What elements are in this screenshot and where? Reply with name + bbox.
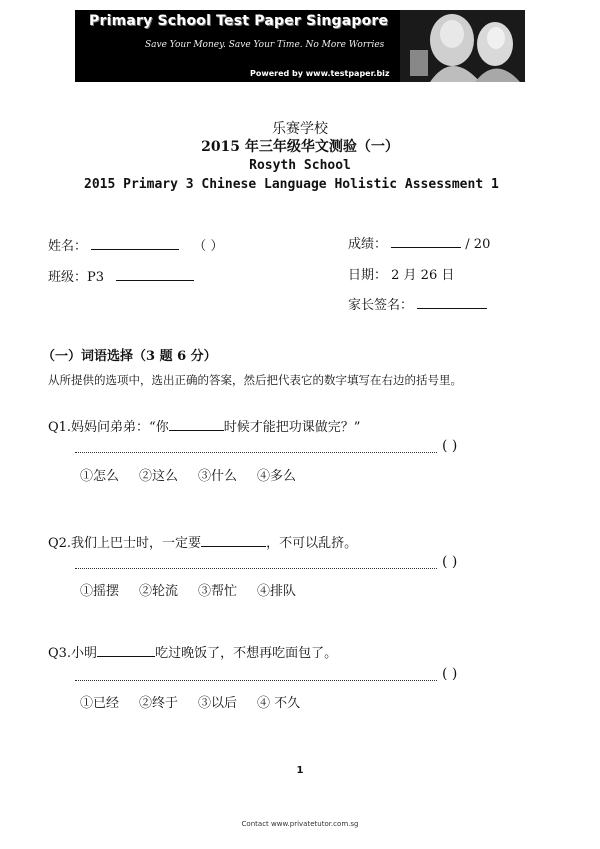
banner-powered-by: Powered by www.testpaper.biz [250,69,390,78]
question-2 [48,532,357,551]
exam-title-english: 2015 Primary 3 Chinese Language Holistic Assessment 1 [84,177,499,192]
parent-signature-field [348,294,487,313]
footer-contact: Contact www.privatetutor.com.sg [241,820,359,828]
question-2-blank[interactable] [201,534,266,547]
banner-tagline: Save Your Money. Save Your Time. No More Worries [145,40,385,50]
score-field [348,233,490,252]
parent-signature-blank[interactable] [417,296,487,309]
question-2-option-1: ①摇摆 [80,584,120,599]
question-3-suffix: 吃过晚饭了，不想再吃面包了。 [155,646,338,661]
question-2-options [80,580,316,599]
exam-title-chinese: 2015 年三年级华文测验（一） [201,139,399,155]
score-total: / 20 [465,237,491,252]
question-3-answer-paren[interactable]: ( ) [442,666,458,682]
question-3 [48,642,337,661]
class-label: 班级：P3 [48,270,105,285]
question-1-options [80,465,316,484]
question-1-option-4: ④多么 [257,469,297,484]
section-instruction: 从所提供的选项中，选出正确的答案，然后把代表它的数字填写在右边的括号里。 [48,373,462,387]
question-1-answer-paren[interactable]: ( ) [442,438,458,454]
question-2-option-3: ③帮忙 [198,584,238,599]
question-2-option-2: ②轮流 [139,584,179,599]
date-field: 日期： 2 月 26 日 [348,268,455,283]
question-2-option-4: ④排队 [257,584,297,599]
school-name-english: Rosyth School [249,158,351,173]
question-1-blank[interactable] [169,418,224,431]
question-2-answer-line [75,568,437,569]
banner-photo-icon [400,10,525,82]
question-3-options [80,692,320,711]
question-2-prefix: Q2.我们上巴士时，一定要 [48,536,202,551]
school-name-chinese: 乐赛学校 [272,121,328,137]
name-label: 姓名： [48,239,88,254]
question-3-option-3: ③以后 [198,696,238,711]
name-field [48,235,223,254]
question-1-option-3: ③什么 [198,469,238,484]
question-1-prefix: Q1.妈妈问弟弟：“你 [48,420,169,435]
question-3-answer-line [75,680,437,681]
class-field [48,266,194,285]
score-blank[interactable] [391,235,461,248]
name-blank[interactable] [91,237,179,250]
parent-signature-label: 家长签名： [348,298,414,313]
question-1-option-1: ①怎么 [80,469,120,484]
question-3-option-2: ②终于 [139,696,179,711]
question-2-answer-paren[interactable]: ( ) [442,554,458,570]
section-title: （一）词语选择（3 题 6 分） [42,349,217,364]
page-number: 1 [296,765,304,776]
name-paren: （ ） [193,239,224,254]
question-2-suffix: ，不可以乱挤。 [266,536,358,551]
question-1 [48,416,360,435]
question-1-option-2: ②这么 [139,469,179,484]
question-1-answer-line [75,452,437,453]
score-label: 成绩： [348,237,388,252]
question-3-blank[interactable] [97,644,155,657]
question-1-suffix: 时候才能把功课做完？” [223,420,361,435]
banner [75,10,525,82]
banner-title: Primary School Test Paper Singapore [89,13,389,29]
question-3-option-4: ④ 不久 [257,696,301,711]
class-blank[interactable] [116,268,194,281]
question-3-prefix: Q3.小明 [48,646,98,661]
question-3-option-1: ①已经 [80,696,120,711]
